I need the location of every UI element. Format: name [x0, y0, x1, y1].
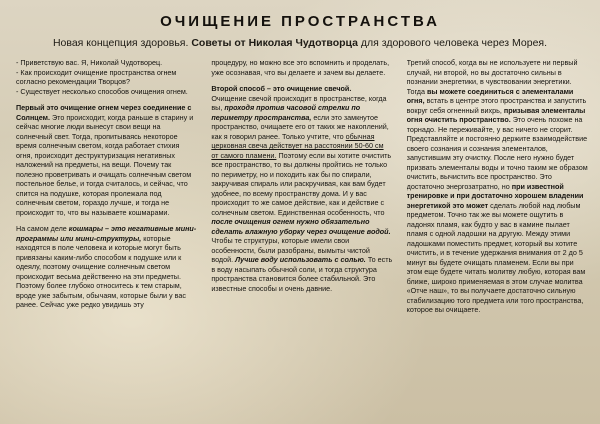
nightmares-emphasis: кошмары – это негативные мини-программы или мини-структуры, [16, 224, 197, 243]
intro-line: - Существует несколько способов очищения огнем. [16, 86, 188, 96]
subtitle-tail: для здорового человека через Морея. [360, 37, 548, 49]
paragraph-third-method [407, 58, 588, 315]
second-method-text-e: То есть в воду насыпать обычной соли, и тогда структура пространства становится более стабильной. Это известные способы и очень давние. [211, 255, 393, 293]
third-method-emphasis-a: вы можете соединиться с элементалами огня, [406, 86, 574, 105]
second-method-text-b: если это замкнутое пространство, очищаете его от таких же накоплений, как я говорил ранее. Только учтите, что [211, 112, 389, 141]
page-subtitle [0, 37, 600, 49]
subtitle-lead: Новая концепция здоровья. [52, 37, 189, 49]
column-2 [211, 58, 392, 418]
page-title: ОЧИЩЕНИЕ ПРОСТРАНСТВА [160, 13, 440, 30]
subtitle-author: Советы от Николая Чудотворца [191, 37, 358, 49]
column-1 [16, 58, 197, 418]
column-3 [407, 58, 588, 418]
second-method-text-c: Поэтому если вы хотите очистить все пространство, то вы должны пройтись не только по периметру, но и походить как бы по спирали, закручивая спираль или раскручивая, как вам будет удобнее, по всему пространству дома. И у вас происходит то же самое действие, как и действие с солнечным светом. Единственная особенность, что [211, 150, 392, 217]
intro-line: - Как происходит очищение пространства огнем согласно рекомендации Творцов? [16, 67, 177, 86]
intro-line: - Приветствую вас. Я, Николай Чудотворец. [16, 58, 163, 67]
paragraph-continuation: процедуру, но можно все это вспомнить и проделать, уже осознавая, что вы делаете и зачем вы делаете. [211, 58, 390, 77]
paragraph-nightmares [16, 224, 197, 310]
first-method-text: Это происходит, когда раньше в старину и сейчас многие люди вынесут свои вещи на солнечный свет. Тогда, пропитываясь некоторое время солнечным светом, когда работает стихия огня, происходит деструктуризация негативных наложений на предметы, на вещи. Почему так полезно проветривать и очищать солнечным светом постельное белье, и тогда считалось, и сейчас, что спится на подушке, которая пролежала под солнечным светом, гораздо лучше, и тогда не происходит то, что вы называете кошмарами. [16, 112, 194, 217]
candle-distance-note: обычная церковная свеча действует на расстоянии 50-60 см от самого пламени. [211, 131, 384, 160]
second-method-emphasis-a: проходя против часовой стрелки по периметру пространства, [211, 103, 361, 122]
third-method-text-b: встать в центре этого пространства и запустить вокруг себя огненный вихрь, [406, 96, 587, 115]
third-method-emphasis-c: при известной тренировке и при достаточно хорошем владении энергетикой это может [406, 181, 584, 210]
second-method-emphasis-b: после очищения огнем нужно обязательно сделать влажную уборку через очищение водой. [211, 217, 391, 236]
intro-paragraph [16, 58, 197, 96]
third-method-emphasis-b: призывая элементалы огня очистить пространство. [406, 105, 586, 124]
paragraph-first-method [16, 103, 197, 217]
third-method-text-c: Это очень похоже на торнадо. Не переживайте, у вас ничего не сгорит. Представляйте и постоянно держите взаимодействие своего сознания и сознания элементалов, запустившим эту очистку. После него нужно будет призвать элементалы воды и точно таким же образом очистить, вычистить все пространство. Это достаточно энергозатратно, но [406, 115, 588, 191]
nightmares-text-a: На самом деле [16, 224, 67, 233]
paragraph-second-method [211, 84, 392, 293]
article-columns [16, 58, 588, 418]
second-method-heading: Второй способ – это очищение свечой. [211, 84, 352, 93]
third-method-text-a: Третий способ, когда вы не используете ни первый случай, ни второй, но вы достаточно сильны в познании энергетики, в чувствовании энергетики. Тогда [406, 58, 578, 96]
second-method-text-a: Очищение свечой происходит в пространстве, когда вы, [211, 93, 387, 112]
first-method-heading: Первый это очищение огнем через соединение с Солнцем. [16, 103, 192, 122]
second-method-emphasis-c: Лучше воду использовать с солью. [235, 255, 366, 264]
nightmares-text-b: которые находятся в поле человека и которые могут быть привязаны каким-либо способом к подушке или к одеялу, поэтому очищение солнечным светом происходит весьма действенно на эти предметы. Поэтому более глубоко относитесь к тем старым, вроде уже забытым, обычаям, которые были у вас ранее. Сейчас уже редко увидишь эту [16, 233, 186, 309]
third-method-text-d: сделать любой над любым предметом. Точно так же вы можете ощутить в ладонях пламя, как будто у вас в камине пылает пламя с одной ладошки на другую. Между этими ладошками поместить предмет, который вы хотите очистить, и в течение удержания внимания от 2 до 5 минут вы будете очищать пламенем. Если вы при этом еще будете читать молитву любую, которая вам ближе, широко применяемая в этом случае молитва «Отче наш», то вы получаете достаточно сильную стабилизацию того предмета или того пространства, которое вы очищаете. [406, 200, 586, 314]
second-method-text-d: Чтобы те структуры, которые имели свои особенности, были разобраны, вымыты чистой водой. [211, 236, 370, 264]
